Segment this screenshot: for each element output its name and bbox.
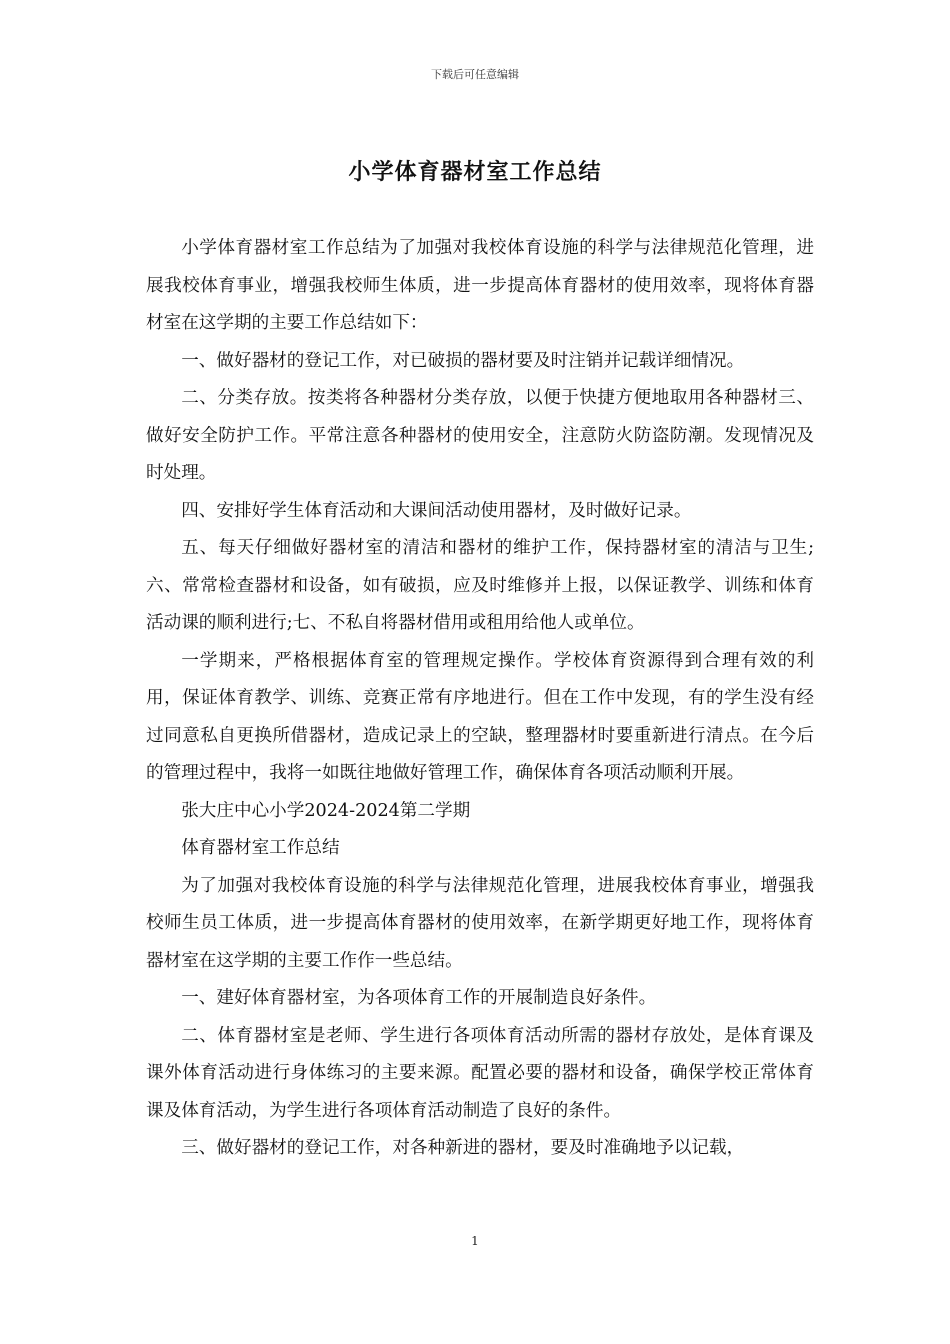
subtitle-line: 体育器材室工作总结 xyxy=(181,838,340,858)
paragraph: 一学期来，严格根据体育室的管理规定操作。学校体育资源得到合理有效的利用，保证体育教学、训练、竞赛正常有序地进行。但在工作中发现，有的学生没有经过同意私自更换所借器材，造成记录上的空缺，整理器材时要重新进行清点。在今后的管理过程中，我将一如既往地做好管理工作，确保体育各项活动顺利开展。 xyxy=(146,650,814,783)
page-number: 1 xyxy=(471,1234,479,1248)
paragraph: 为了加强对我校体育设施的科学与法律规范化管理，进展我校体育事业，增强我校师生员工体质，进一步提高体育器材的使用效率，在新学期更好地工作，现将体育器材室在这学期的主要工作作一些总结。 xyxy=(146,875,814,971)
paragraph: 小学体育器材室工作总结为了加强对我校体育设施的科学与法律规范化管理，进展我校体育事业，增强我校师生体质，进一步提高体育器材的使用效率，现将体育器材室在这学期的主要工作总结如下： xyxy=(146,238,814,333)
document-title: 小学体育器材室工作总结 xyxy=(348,160,602,185)
paragraph: 二、体育器材室是老师、学生进行各项体育活动所需的器材存放处，是体育课及课外体育活动进行身体练习的主要来源。配置必要的器材和设备，确保学校正常体育课及体育活动，为学生进行各项体育活动制造了良好的条件。 xyxy=(146,1025,814,1121)
paragraph: 四、安排好学生体育活动和大课间活动使用器材，及时做好记录。 xyxy=(181,500,692,521)
paragraph: 五、每天仔细做好器材室的清洁和器材的维护工作，保持器材室的清洁与卫生;六、常常检查器材和设备，如有破损，应及时维修并上报，以保证教学、训练和体育活动课的顺利进行;七、不私自将器材借用或租用给他人或单位。 xyxy=(146,538,814,633)
paragraph: 二、分类存放。按类将各种器材分类存放，以便于快捷方便地取用各种器材三、做好安全防护工作。平常注意各种器材的使用安全，注意防火防盗防潮。发现情况及时处理。 xyxy=(146,388,814,483)
page-header: 下载后可任意编辑 xyxy=(431,68,519,81)
paragraph: 一、建好体育器材室，为各项体育工作的开展制造良好条件。 xyxy=(181,988,657,1008)
document-body xyxy=(146,230,814,1168)
paragraph: 一、做好器材的登记工作，对已破损的器材要及时注销并记载详细情况。 xyxy=(181,350,745,371)
school-line: 张大庄中心小学2024-2024第二学期 xyxy=(181,800,471,821)
paragraph: 三、做好器材的登记工作，对各种新进的器材，要及时准确地予以记载， xyxy=(181,1138,745,1158)
